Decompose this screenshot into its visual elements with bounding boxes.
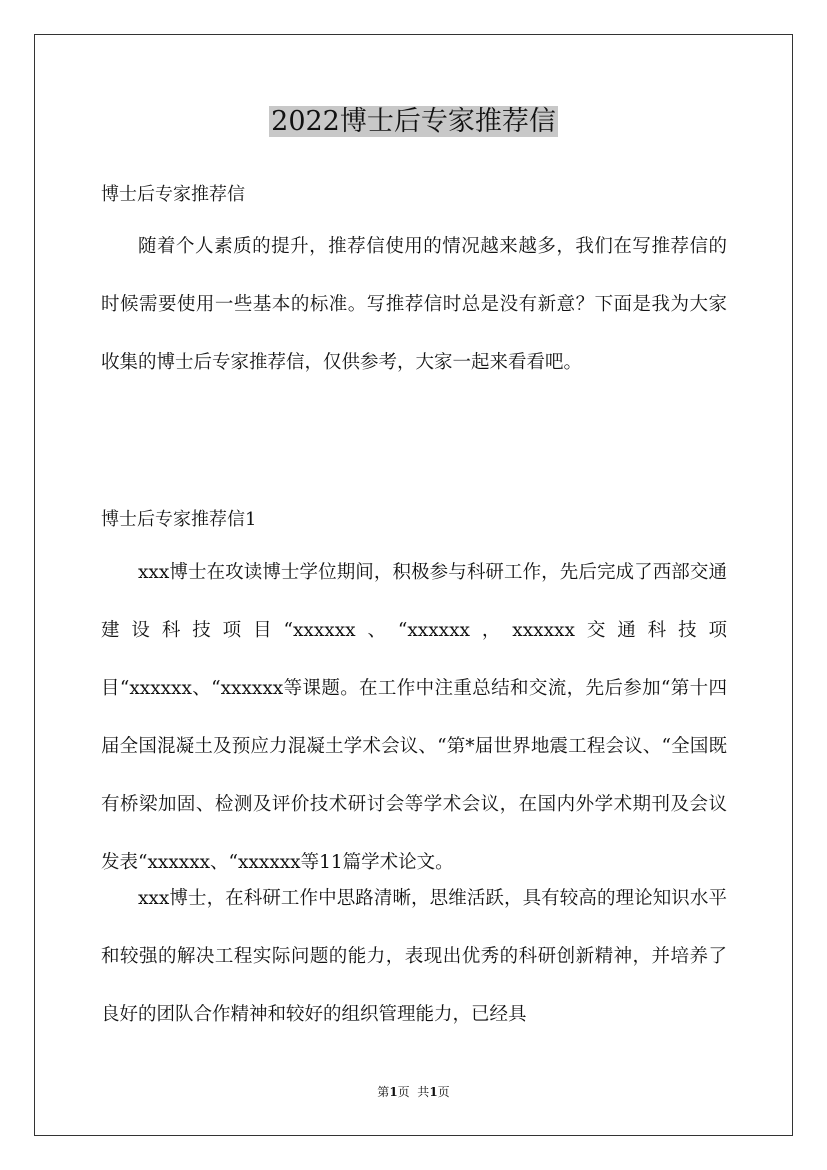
section1-paragraph2: xxx博士，在科研工作中思路清晰，思维活跃，具有较高的理论知识水平和较强的解决工程实际问题的能力，表现出优秀的科研创新精神，并培养了良好的团队合作精神和较好的组织管理能力，已经具 (101, 888, 727, 1025)
document-title-text: 2022博士后专家推荐信 (271, 106, 556, 137)
footer-page-mid: 页 共 (397, 1085, 430, 1099)
section1-paragraph1: xxx博士在攻读博士学位期间，积极参与科研工作，先后完成了西部交通建设科技项目“xxxxxx、“xxxxxx，xxxxxx交通科技项目“xxxxxx、“xxxxxx等课题。在工作中注重总结和交流，先后参加“第十四届全国混凝土及预应力混凝土学术会议、“第*届世界地震工程会议、“全国既有桥梁加固、检测及评价技术研讨会等学术会议，在国内外学术期刊及会议发表“xxxxxx、“xxxxxx等11篇学术论文。 (101, 562, 727, 873)
footer-page-total: 1 (429, 1085, 438, 1099)
document-title (0, 100, 827, 144)
intro-heading: 博士后专家推荐信 (101, 184, 245, 205)
footer-page-number: 1 (389, 1085, 398, 1099)
footer-page-suffix: 页 (437, 1085, 450, 1099)
intro-paragraph: 随着个人素质的提升，推荐信使用的情况越来越多，我们在写推荐信的时候需要使用一些基本的标准。写推荐信时总是没有新意？下面是我为大家收集的博士后专家推荐信，仅供参考，大家一起来看看吧。 (101, 236, 727, 373)
footer-page-prefix: 第 (377, 1085, 390, 1099)
page-footer (0, 1084, 827, 1100)
section1-heading: 博士后专家推荐信1 (101, 509, 257, 530)
